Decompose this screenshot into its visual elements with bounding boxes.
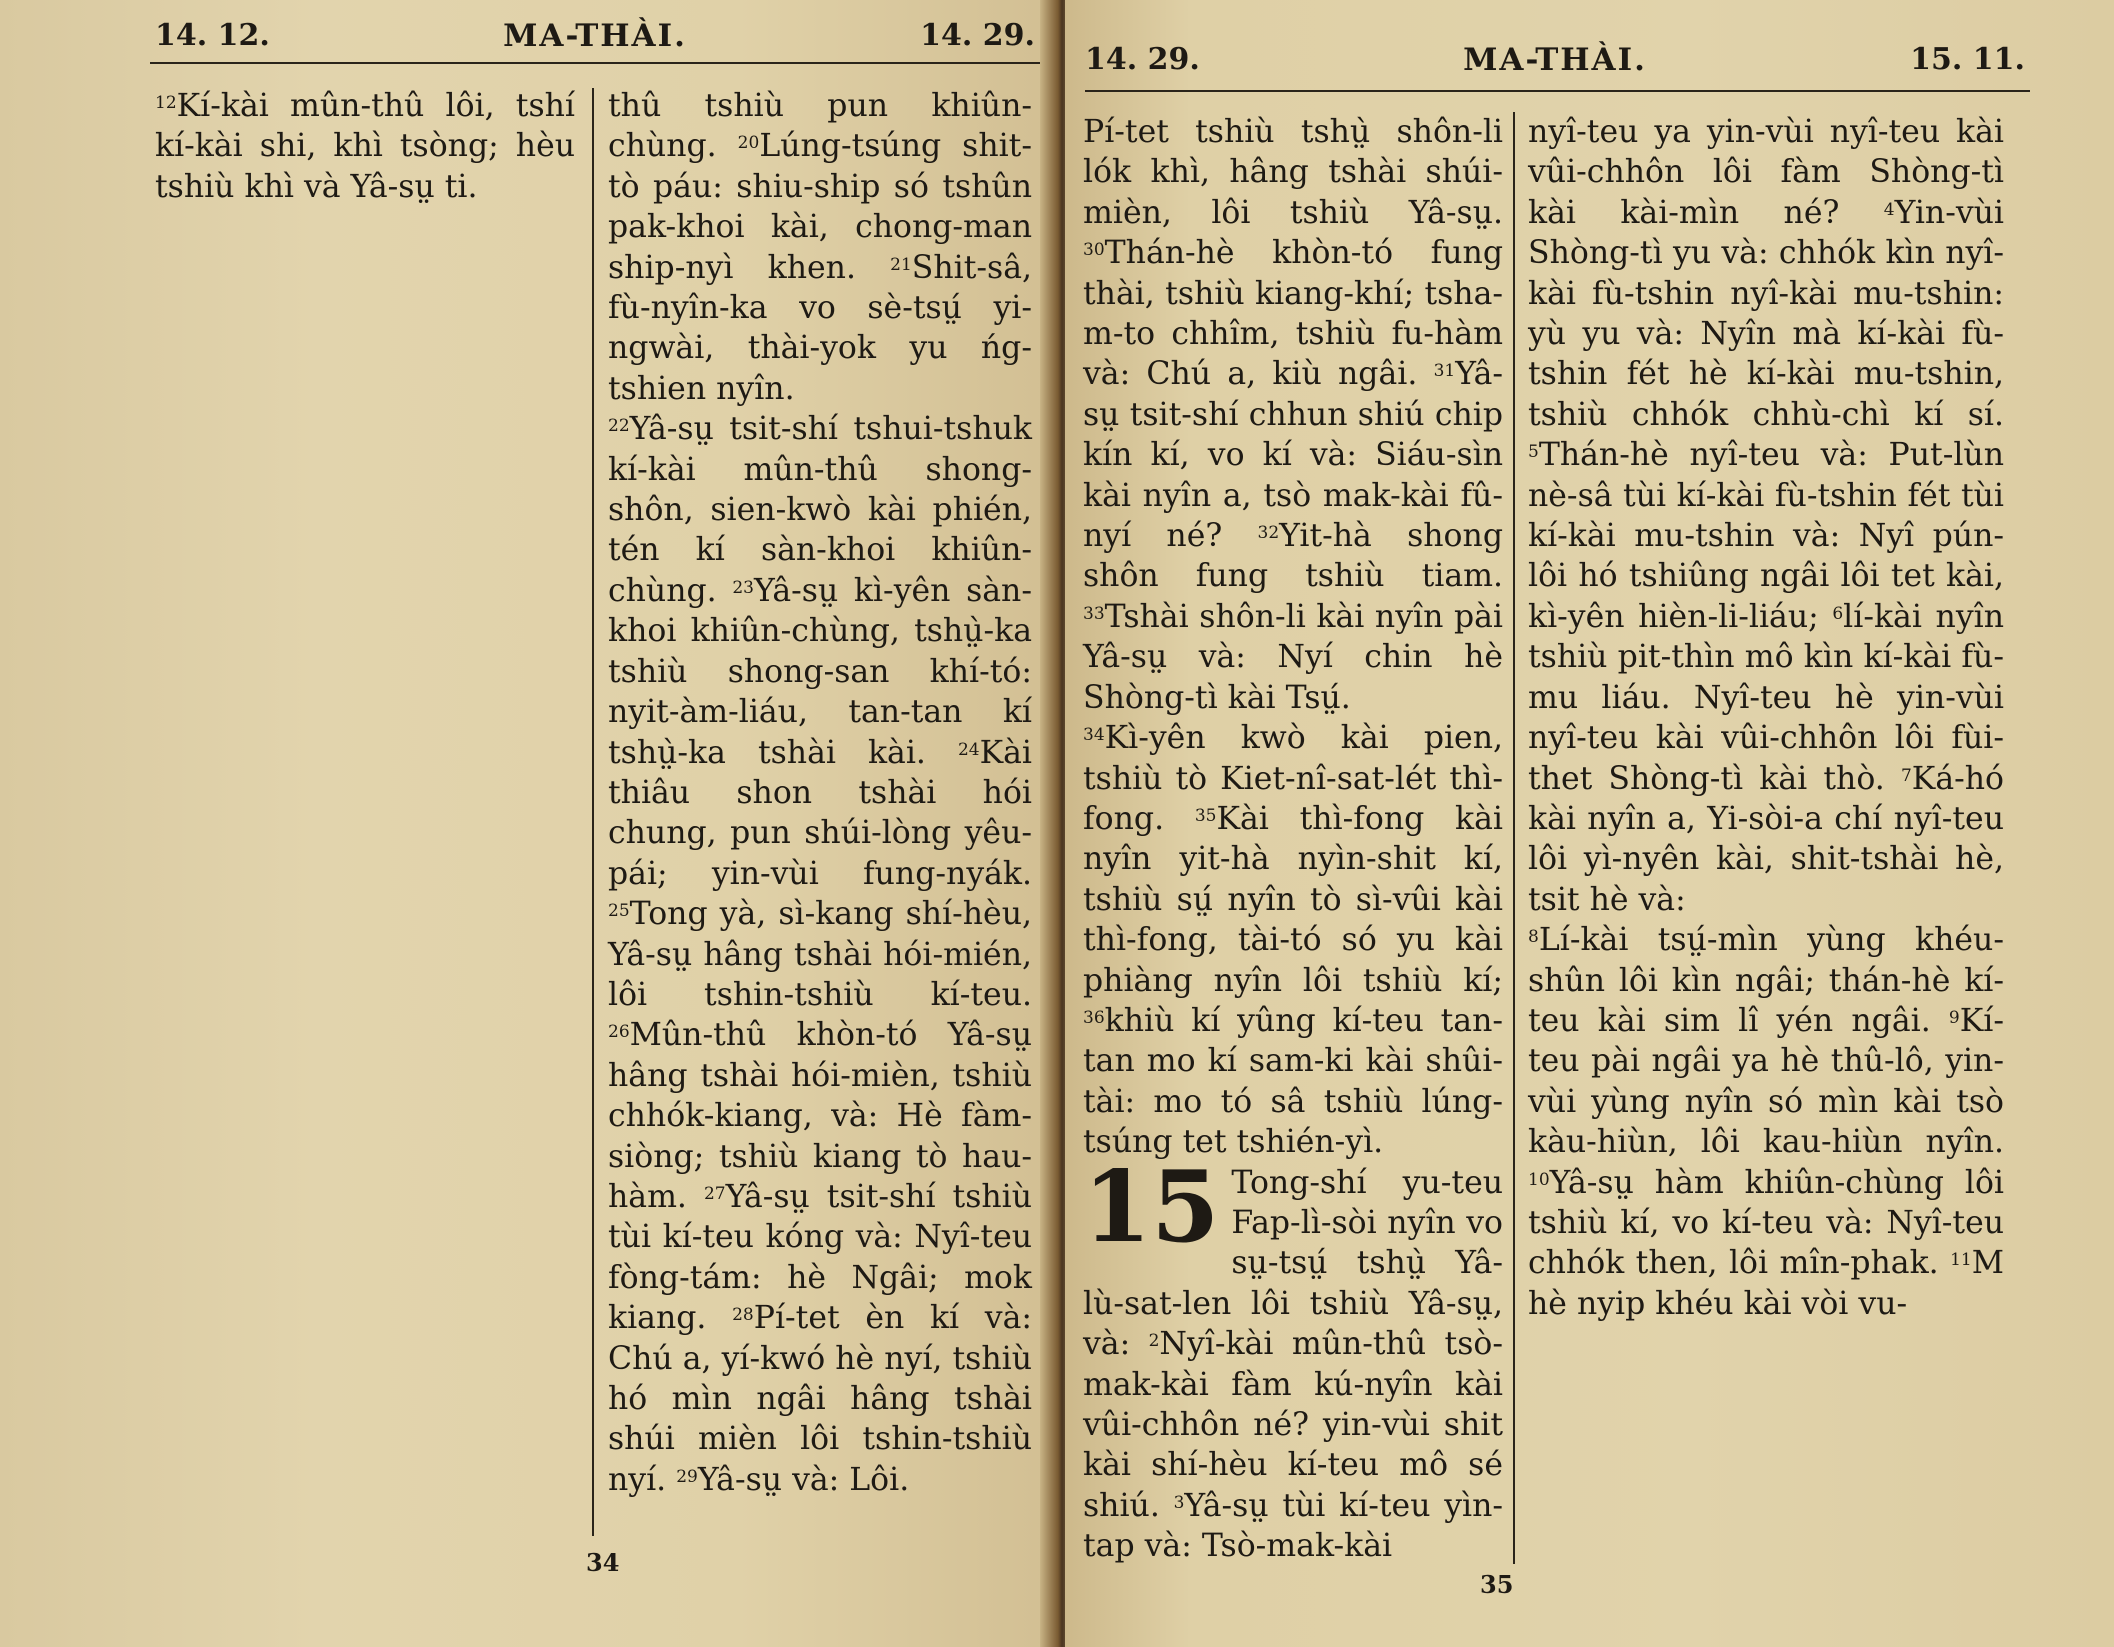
verse-number: 11 [1950, 1250, 1972, 1271]
verse-number: 30 [1083, 240, 1105, 261]
right-page-header [1085, 42, 2025, 90]
left-header-rule [150, 62, 1040, 64]
left-header-title: MA-THÀI. [503, 18, 687, 54]
right-header-title: MA-THÀI. [1463, 42, 1647, 78]
verse-number: 3 [1173, 1492, 1185, 1513]
right-column-divider [1513, 112, 1515, 1564]
left-header-ref-start: 14. 12. [155, 18, 270, 53]
verse-number: 33 [1083, 603, 1105, 624]
left-column-divider [592, 88, 594, 1536]
verse-number: 27 [703, 1183, 726, 1204]
verse-number: 5 [1528, 442, 1539, 463]
verse-number: 21 [890, 254, 912, 275]
verse-number: 2 [1148, 1331, 1160, 1352]
verse-number: 7 [1900, 765, 1912, 786]
paragraph: $^8$Lí-kài tsṳ́-mìn yùng khéu-shûn lôi kìn ngâi; thán-hè kí-teu kài sim lî yén ngâi. $^9$Kí-teu pài ngâi ya hè thû-lô, yin-vùi yùng nyîn só mìn kài tsò kàu-hiùn, lôi kau-hiùn nyîn. $^{10}$Yâ-sṳ hàm khiûn-chùng lôi tshiù kí, vo kí-teu và: Nyî-teu chhók then, lôi mîn-phak. $^{11}$M hè nyip khéu kài vòi vu- [1528, 922, 2004, 1322]
left-column-1 [155, 86, 575, 207]
paragraph: $^{12}$Kí-kài mûn-thû lôi, tshí kí-kài shi, khì tsòng; hèu tshiù khì và Yâ-sṳ ti. [155, 88, 575, 205]
verse-number: 20 [737, 133, 760, 154]
right-page [1065, 0, 2114, 1647]
right-header-ref-start: 14. 29. [1085, 42, 1200, 77]
verse-number: 28 [732, 1305, 754, 1326]
paragraph: $^{22}$Yâ-sṳ tsit-shí tshui-tshuk kí-kài mûn-thû shong-shôn, sien-kwò kài phién, tén kí sàn-khoi khiûn-chùng. $^{23}$Yâ-sṳ kì-yên sàn-khoi khiûn-chùng, tshṳ̀-ka tshiù shong-san khí-tó: nyit-àm-liáu, tan-tan kí tshṳ̀-ka tshài kài. $^{24}$Kài thiâu shon tshài hói chung, pun shúi-lòng yêu-pái; yin-vùi fung-nyák. $^{25}$Tong yà, sì-kang shí-hèu, Yâ-sṳ hâng tshài hói-mién, lôi tshin-tshiù kí-teu. $^{26}$Mûn-thû khòn-tó Yâ-sṳ hâng tshài hói-mièn, tshiù chhók-kiang, và: Hè fàm-siòng; tshiù kiang tò hau-hàm. $^{27}$Yâ-sṳ tsit-shí tshiù tùi kí-teu kóng và: Nyî-teu fòng-tám: hè Ngâi; mok kiang. $^{28}$Pí-tet èn kí và: Chú a, yí-kwó hè nyí, tshiù hó mìn ngâi hâng tshài shúi mièn lôi tshin-tshiù nyí. $^{29}$Yâ-sṳ và: Lôi. [608, 411, 1033, 1498]
verse-number: 31 [1433, 361, 1456, 382]
chapter-number: 15 [1083, 1149, 1220, 1265]
left-header-ref-end: 14. 29. [920, 18, 1035, 53]
right-page-number: 35 [1480, 1570, 1514, 1599]
right-column-1 [1083, 112, 1503, 1567]
verse-number: 12 [155, 93, 177, 113]
chapter-start-paragraph: 15 Tong-shí yu-teu Fap-lì-sòi nyîn vo sṳ-tsṳ́ tshṳ̀ Yâ-lù-sat-len lôi tshiù Yâ-sṳ, và: $^2$Nyî-kài mûn-thû tsò-mak-kài fàm kú-nyîn kài vûi-chhôn né? yin-vùi shit kài shí-hèu kí-teu mô sé shiú. $^3$Yâ-sṳ tùi kí-teu yìn-tap và: Tsò-mak-kài [1083, 1149, 1504, 1565]
verse-number: 26 [608, 1022, 630, 1043]
paragraph: $^{34}$Kì-yên kwò kài pien, tshiù tò Kiet-nî-sat-lét thì-fong. $^{35}$Kài thì-fong kài nyîn yit-hà nyìn-shit kí, tshiù sṳ́ nyîn tò sì-vûi kài thì-fong, tài-tó só yu kài phiàng nyîn lôi tshiù kí; $^{36}$khiù kí yûng kí-teu tan-tan mo kí sam-ki kài shûi-tài: mo tó sâ tshiù lúng-tsúng tet tshién-yì. [1083, 720, 1503, 1161]
verse-number: 6 [1832, 603, 1844, 624]
right-header-ref-end: 15. 11. [1910, 42, 2025, 77]
left-page-number: 34 [586, 1548, 620, 1577]
verse-number: 29 [676, 1466, 698, 1487]
verse-number: 4 [1883, 199, 1895, 220]
paragraph: thû tshiù pun khiûn-chùng. $^{20}$Lúng-tsúng shit-tò páu: shiu-ship só tshûn pak-khoi kài, chong-man ship-nyì khen. $^{21}$Shit-sâ, fù-nyîn-ka vo sè-tsṳ́ yi-ngwài, thài-yok yu ńg-tshien nyîn. [608, 88, 1032, 407]
verse-number: 34 [1083, 725, 1105, 746]
verse-number: 24 [957, 739, 980, 760]
left-page-header [155, 18, 1035, 66]
verse-number: 36 [1083, 1007, 1105, 1028]
verse-number: 25 [608, 901, 630, 922]
paragraph: Pí-tet tshiù tshṳ̀ shôn-li lók khì, hâng tshài shúi-mièn, lôi tshiù Yâ-sṳ. $^{30}$Thán-hè khòn-tó fung thài, tshiù kiang-khí; tsha-m-to chhîm, tshiù fu-hàm và: Chú a, kiù ngâi. $^{31}$Yâ-sṳ tsit-shí chhun shiú chip kín kí, vo kí và: Siáu-sìn kài nyîn a, tsò mak-kài fû-nyí né? $^{32}$Yit-hà shong shôn fung tshiù tiam. $^{33}$Tshài shôn-li kài nyîn pài Yâ-sṳ và: Nyí chin hè Shòng-tì kài Tsṳ́. [1083, 114, 1503, 716]
verse-number: 10 [1528, 1169, 1550, 1190]
verse-number: 22 [608, 416, 630, 437]
paragraph: nyî-teu ya yin-vùi nyî-teu kài vûi-chhôn lôi fàm Shòng-tì kài kài-mìn né? $^4$Yin-vùi Shòng-tì yu và: chhók kìn nyî-kài fù-tshin nyî-kài mu-tshin: yù yu và: Nyîn mà kí-kài fù-tshin fét hè kí-kài mu-tshin, tshiù chhók chhù-chì kí sí. $^5$Thán-hè nyî-teu và: Put-lùn nè-sâ tùi kí-kài fù-tshin fét tùi kí-kài mu-tshin và: Nyî pún-lôi hó tshiûng ngâi lôi tet kài, kì-yên hièn-li-liáu; $^6$lí-kài nyîn tshiù pit-thìn mô kìn kí-kài fù-mu liáu. Nyî-teu hè yin-vùi nyî-teu kài vûi-chhôn lôi fùi-thet Shòng-tì kài thò. $^7$Ká-hó kài nyîn a, Yi-sòi-a chí nyî-teu lôi yì-nyên kài, shit-tshài hè, tsit hè và: [1528, 114, 2004, 918]
right-header-rule [1085, 90, 2030, 92]
left-page [0, 0, 1055, 1647]
right-column-2 [1528, 112, 2004, 1324]
verse-number: 23 [732, 577, 754, 598]
left-column-2 [608, 86, 1032, 1500]
verse-number: 9 [1948, 1007, 1960, 1028]
verse-number: 8 [1528, 927, 1539, 948]
verse-number: 35 [1194, 805, 1217, 826]
verse-number: 32 [1257, 523, 1280, 544]
